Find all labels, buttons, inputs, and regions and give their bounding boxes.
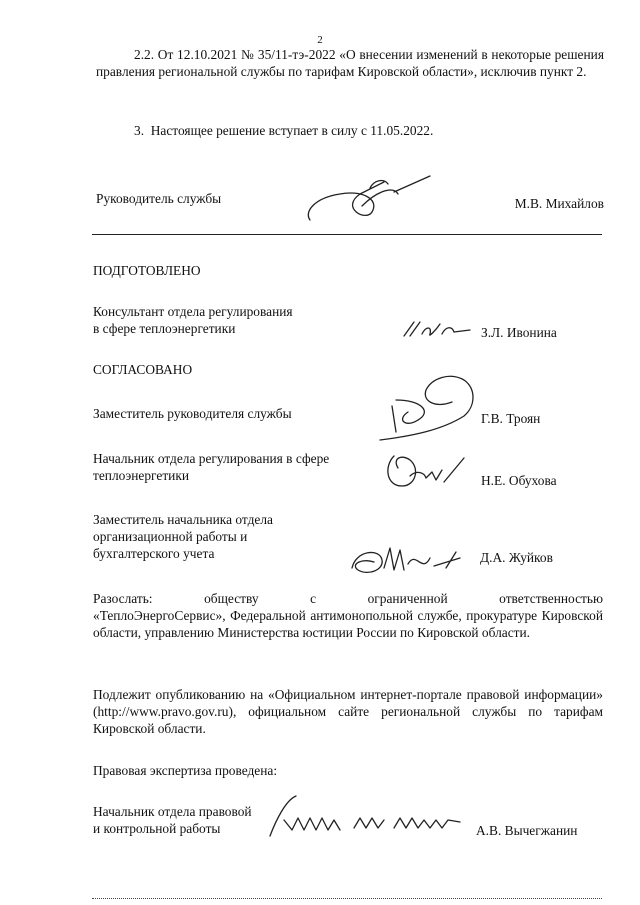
distribution-word: Разослать:: [93, 591, 153, 606]
expertise-position: [93, 803, 252, 837]
prepared-position: [93, 303, 293, 337]
agreed-signer-3-signature-icon: [346, 540, 466, 580]
prepared-position-line: Консультант отдела регулирования: [93, 304, 293, 319]
agreed-signer-3-name: Д.А. Жуйков: [480, 550, 553, 565]
publication-text: Подлежит опубликованию на «Официальном интернет-портале правовой информации» (http://www.pravo.gov.ru), официальном сайте региональной службы по тарифам Кировской области.: [93, 687, 603, 736]
agreed-signer-1-name: Г.В. Троян: [481, 411, 541, 426]
agreed-signer-2-position-line: Начальник отдела регулирования в сфере: [93, 451, 330, 466]
agreed-signer-2-position: [93, 450, 329, 484]
page-number: 2: [317, 34, 323, 46]
item-2-2: 2.2. От 12.10.2021 № 35/11-тэ-2022 «О внесении изменений в некоторые решения правления региональной службы по тарифам Кировской области», исключив пункт 2.: [96, 47, 604, 79]
signature-separator: [92, 234, 602, 235]
prepared-signature-icon: [400, 316, 474, 340]
agreed-signer-1-position: Заместитель руководителя службы: [93, 406, 292, 421]
agreed-signer-1-signature-icon: [372, 370, 482, 446]
expertise-position-line: Начальник отдела правовой: [93, 804, 252, 819]
agreed-signer-3-position: [93, 511, 273, 562]
distribution-first-line: [93, 590, 603, 607]
agreed-signer-3-position-line: Заместитель начальника отдела: [93, 512, 273, 527]
distribution-word: с: [310, 591, 317, 606]
head-name: М.В. Михайлов: [514, 196, 604, 211]
expertise-note: Правовая экспертиза проведена:: [93, 763, 278, 778]
distribution-word: ответственностью: [499, 591, 603, 606]
head-title: Руководитель службы: [96, 191, 222, 206]
prepared-header: ПОДГОТОВЛЕНО: [93, 263, 201, 278]
agreed-header: СОГЛАСОВАНО: [93, 362, 193, 377]
item-3: 3. Настоящее решение вступает в силу с 11.05.2022.: [134, 123, 434, 138]
page-bottom-rule: [92, 898, 602, 899]
head-signature-icon: [300, 168, 440, 230]
prepared-position-line: в сфере теплоэнергетики: [93, 321, 236, 336]
expertise-name: А.В. Вычегжанин: [476, 823, 578, 838]
distribution-text: «ТеплоЭнергоСервис», Федеральной антимонопольной службе, прокуратуре Кировской области, управлению Министерства юстиции России по Кировской области.: [93, 608, 603, 640]
distribution-word: ограниченной: [367, 591, 448, 606]
expertise-signature-icon: [262, 790, 472, 842]
agreed-signer-3-position-line: организационной работы и: [93, 529, 248, 544]
distribution-word: обществу: [204, 591, 259, 606]
expertise-position-line: и контрольной работы: [93, 821, 221, 836]
prepared-name: З.Л. Ивонина: [481, 325, 557, 340]
agreed-signer-2-position-line: теплоэнергетики: [93, 468, 190, 483]
agreed-signer-2-signature-icon: [380, 446, 470, 494]
agreed-signer-3-position-line: бухгалтерского учета: [93, 546, 215, 561]
agreed-signer-2-name: Н.Е. Обухова: [481, 473, 557, 488]
